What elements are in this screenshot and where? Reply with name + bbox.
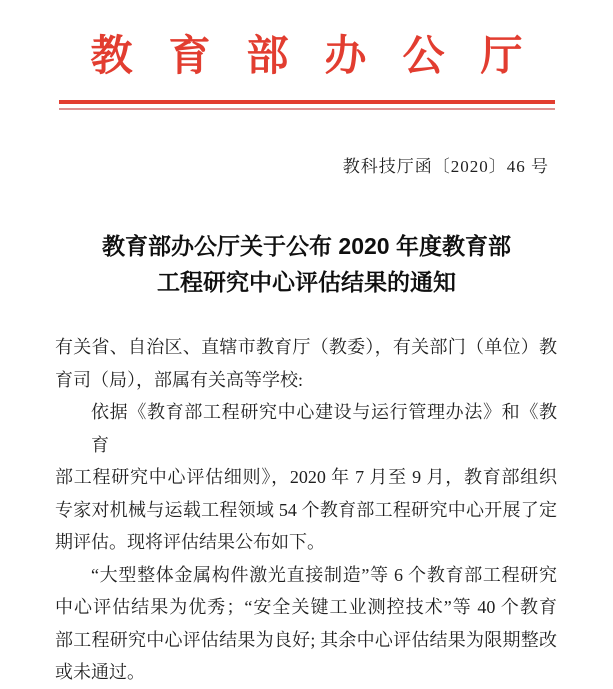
red-divider-thin-line — [59, 108, 555, 110]
document-title-line1: 教育部办公厅关于公布 2020 年度教育部 — [102, 233, 511, 259]
red-divider — [59, 100, 555, 110]
body-line: 有关省、自治区、直辖市教育厅（教委），有关部门（单位）教 — [55, 337, 557, 357]
body-line: 或未通过。 — [55, 662, 145, 682]
red-divider-thick-line — [59, 100, 555, 104]
document-body — [0, 331, 613, 689]
document-number: 教科技厅函〔2020〕46 号 — [342, 157, 549, 176]
body-line: “大型整体金属构件激光直接制造”等 6 个教育部工程研究 — [91, 564, 557, 585]
body-line: 专家对机械与运载工程领域 54 个教育部工程研究中心开展了定 — [55, 499, 557, 520]
body-line: 期评估。现将评估结果公布如下。 — [55, 532, 325, 552]
agency-letterhead: 教育部办公厅 — [90, 34, 559, 80]
document-title — [0, 228, 613, 300]
document-title-line2: 工程研究中心评估结果的通知 — [157, 269, 456, 295]
body-line: 依据《教育部工程研究中心建设与运行管理办法》和《教育 — [91, 402, 557, 455]
body-line: 育司（局），部属有关高等学校: — [55, 369, 303, 390]
body-line: 部工程研究中心评估细则》，2020 年 7 月至 9 月，教育部组织 — [55, 467, 557, 487]
body-line: 部工程研究中心评估结果为良好; 其余中心评估结果为限期整改 — [55, 629, 557, 650]
body-line: 中心评估结果为优秀；“安全关键工业测控技术”等 40 个教育 — [55, 597, 557, 617]
